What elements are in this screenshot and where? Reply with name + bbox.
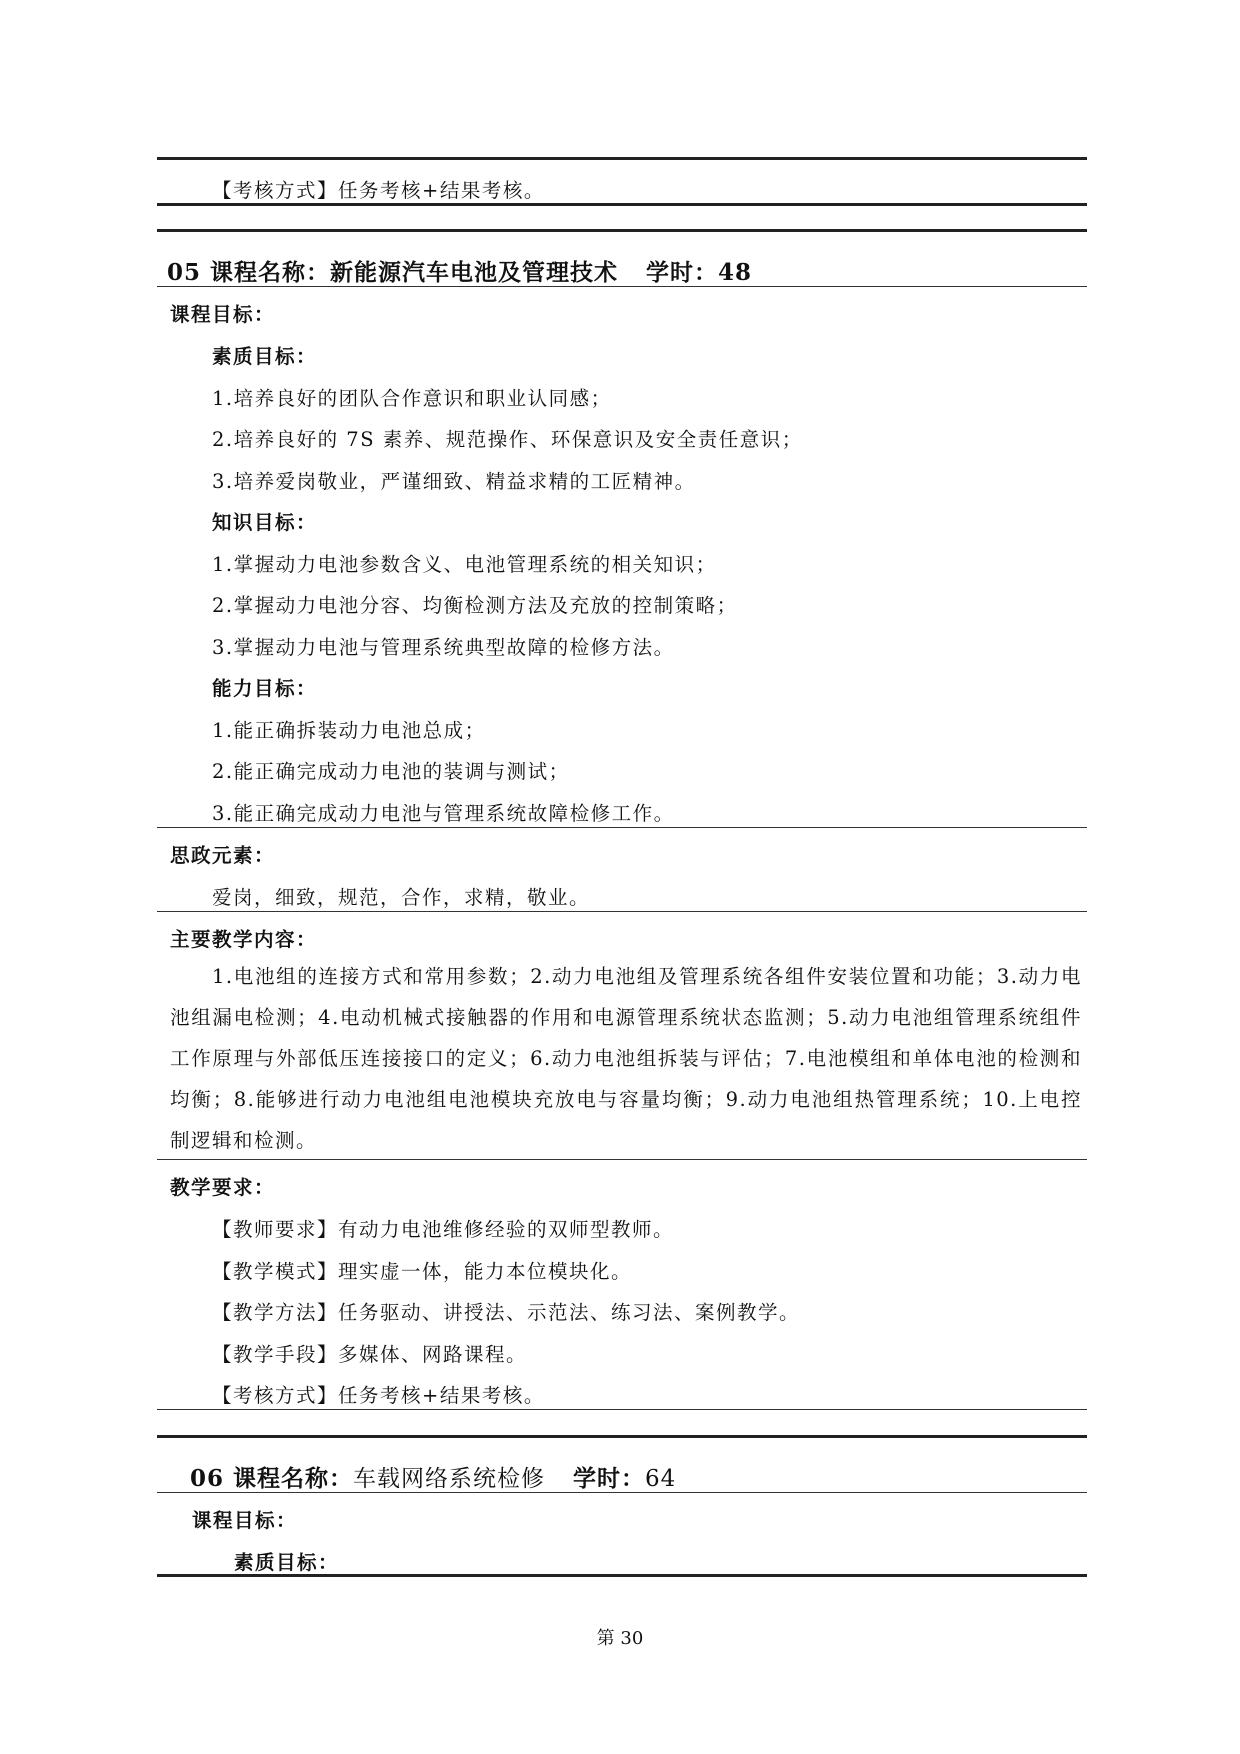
page-number: 第 30 [596, 1628, 644, 1649]
course06-goals-label: 课程目标： [192, 1509, 298, 1532]
course05-quality-2: 2.培养良好的 7S 素养、规范操作、环保意识及安全责任意识； [212, 428, 803, 451]
course05-content-rule [157, 1159, 1087, 1160]
course05-goals-rule [157, 827, 1087, 828]
course05-hours: 学时：48 [646, 259, 753, 286]
course05-title-rule [157, 286, 1087, 287]
course05-rule-top [157, 229, 1087, 232]
course05-req-4: 【教学手段】多媒体、网路课程。 [212, 1343, 528, 1366]
course05-ability-2: 2.能正确完成动力电池的装调与测试； [212, 760, 570, 783]
course05-ability-3: 3.能正确完成动力电池与管理系统故障检修工作。 [212, 802, 675, 825]
course06-title [190, 1460, 676, 1493]
course05-content-label: 主要教学内容： [170, 928, 318, 951]
course06-title-rule [157, 1492, 1087, 1493]
course05-quality-1: 1.培养良好的团队合作意识和职业认同感； [212, 387, 612, 410]
course05-title-text: 05 课程名称：新能源汽车电池及管理技术 [167, 259, 619, 286]
top-assessment: 【考核方式】任务考核+结果考核。 [212, 179, 545, 202]
course05-title [167, 254, 752, 287]
course06-title-prefix: 06 课程名称： [190, 1465, 354, 1492]
course05-req-5: 【考核方式】任务考核+结果考核。 [212, 1384, 545, 1407]
course05-ability-label: 能力目标： [212, 677, 318, 700]
course05-knowledge-label: 知识目标： [212, 511, 318, 534]
course06-rule-top [157, 1435, 1087, 1438]
course05-req-3: 【教学方法】任务驱动、讲授法、示范法、练习法、案例教学。 [212, 1301, 801, 1324]
course06-bottom-rule [157, 1574, 1087, 1577]
top-rule-bottom [157, 203, 1087, 206]
course05-req-1: 【教师要求】有动力电池维修经验的双师型教师。 [212, 1218, 675, 1241]
course05-req-label: 教学要求： [170, 1176, 276, 1199]
course05-knowledge-2: 2.掌握动力电池分容、均衡检测方法及充放的控制策略； [212, 594, 738, 617]
course05-ideology: 爱岗，细致，规范，合作，求精，敬业。 [212, 886, 591, 909]
course05-ideology-label: 思政元素： [170, 844, 276, 867]
course05-goals-label: 课程目标： [170, 303, 276, 326]
course05-quality-label: 素质目标： [212, 345, 318, 368]
course06-hours-label: 学时： [573, 1465, 646, 1492]
course05-ideology-rule [157, 911, 1087, 912]
course06-title-name: 车载网络系统检修 [353, 1466, 546, 1492]
top-rule [157, 157, 1087, 160]
course05-bottom-rule [157, 1409, 1087, 1410]
course05-quality-3: 3.培养爱岗敬业，严谨细致、精益求精的工匠精神。 [212, 470, 696, 493]
course05-content: 1.电池组的连接方式和常用参数；2.动力电池组及管理系统各组件安装位置和功能；3.动力电池组漏电检测；4.电动机械式接触器的作用和电源管理系统状态监测；5.动力电池组管理系统组件工作原理与外部低压连接接口的定义；6.动力电池组拆装与评估；7.电池模组和单体电池的检测和均衡；8.能够进行动力电池组电池模块充放电与容量均衡；9.动力电池组热管理系统；10.上电控制逻辑和检测。 [170, 965, 1082, 1152]
course05-knowledge-3: 3.掌握动力电池与管理系统典型故障的检修方法。 [212, 636, 675, 659]
course05-req-2: 【教学模式】理实虚一体，能力本位模块化。 [212, 1260, 633, 1283]
course06-hours-value: 64 [645, 1466, 677, 1492]
course05-knowledge-1: 1.掌握动力电池参数含义、电池管理系统的相关知识； [212, 553, 717, 576]
course06-quality-label: 素质目标： [234, 1551, 340, 1574]
course05-ability-1: 1.能正确拆装动力电池总成； [212, 719, 486, 742]
